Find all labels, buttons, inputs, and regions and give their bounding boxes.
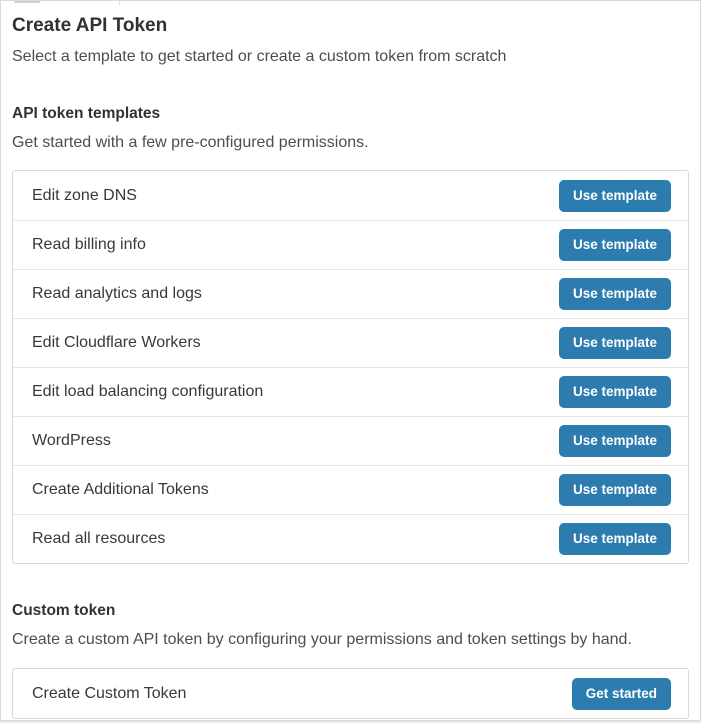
custom-token-row: [13, 669, 688, 718]
templates-section-description: Get started with a few pre-configured permissions.: [12, 134, 369, 151]
template-row-create-additional-tokens: [13, 465, 688, 514]
use-template-button[interactable]: Use template: [559, 327, 671, 359]
template-label: Edit load balancing configuration: [32, 383, 264, 400]
template-row-edit-cloudflare-workers: [13, 318, 688, 367]
template-row-read-billing-info: [13, 220, 688, 269]
template-label: Read all resources: [32, 530, 166, 547]
cropped-content-artifact: [14, 1, 40, 3]
use-template-button[interactable]: Use template: [559, 474, 671, 506]
use-template-button[interactable]: Use template: [559, 425, 671, 457]
use-template-button[interactable]: Use template: [559, 278, 671, 310]
template-list: [12, 170, 689, 564]
template-label: WordPress: [32, 432, 111, 449]
custom-token-label: Create Custom Token: [32, 684, 187, 702]
template-row-edit-zone-dns: [13, 171, 688, 220]
get-started-button[interactable]: Get started: [572, 678, 671, 710]
template-label: Read analytics and logs: [32, 285, 202, 302]
template-label: Edit zone DNS: [32, 186, 137, 204]
custom-token-card: [12, 668, 689, 719]
cropped-divider-artifact: [119, 1, 120, 5]
template-label: Create Additional Tokens: [32, 481, 209, 498]
page-subtitle: Select a template to get started or create a custom token from scratch: [12, 48, 507, 65]
template-label: Edit Cloudflare Workers: [32, 334, 201, 351]
custom-token-description: Create a custom API token by configuring your permissions and token settings by hand.: [12, 631, 632, 648]
custom-token-heading: Custom token: [12, 602, 116, 619]
page-title: Create API Token: [12, 15, 168, 36]
template-label: Read billing info: [32, 236, 146, 253]
use-template-button[interactable]: Use template: [559, 229, 671, 261]
template-row-read-analytics-and-logs: [13, 269, 688, 318]
template-row-edit-load-balancing-configuration: [13, 367, 688, 416]
use-template-button[interactable]: Use template: [559, 180, 671, 212]
use-template-button[interactable]: Use template: [559, 376, 671, 408]
use-template-button[interactable]: Use template: [559, 523, 671, 555]
template-row-wordpress: [13, 416, 688, 465]
templates-section-heading: API token templates: [12, 105, 161, 122]
template-row-read-all-resources: [13, 514, 688, 563]
page-content: [1, 14, 700, 719]
